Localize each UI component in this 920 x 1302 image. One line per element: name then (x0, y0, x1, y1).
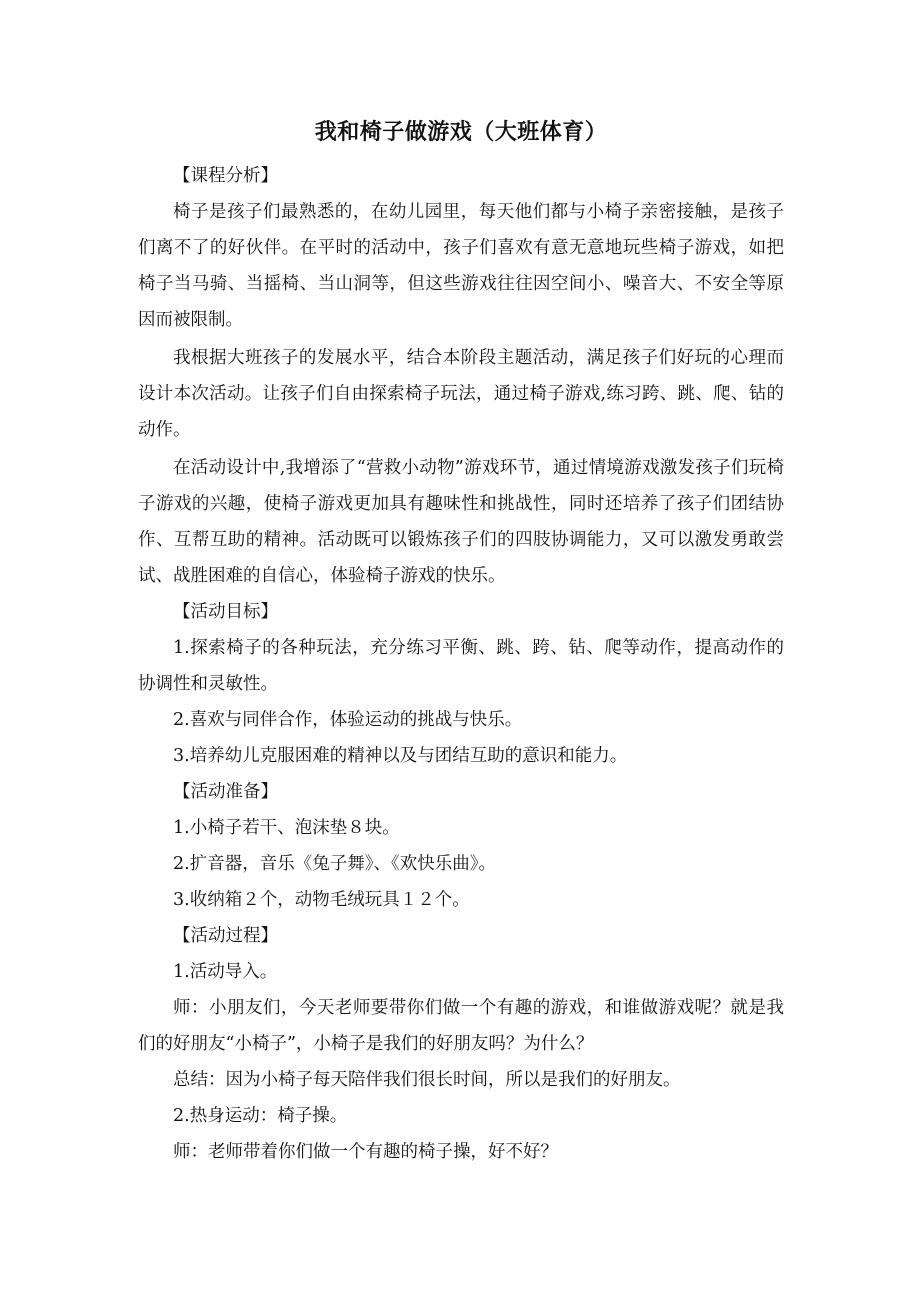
goal-item-1: 1.探索椅子的各种玩法，充分练习平衡、跳、跨、钻、爬等动作，提高动作的协调性和灵敏性。 (138, 638, 784, 694)
prep-item-1: 1.小椅子若干、泡沫垫８块。 (173, 818, 400, 838)
document-title: 我和椅子做游戏（大班体育） (314, 120, 608, 145)
process-step-1-teacher: 师：小朋友们，今天老师要带你们做一个有趣的游戏，和谁做游戏呢？就是我们的好朋友“小椅子”，小椅子是我们的好朋友吗？为什么？ (138, 998, 784, 1054)
prep-item-3: 3.收纳箱２个，动物毛绒玩具１２个。 (173, 890, 470, 910)
section-heading-goals: 【活动目标】 (173, 602, 278, 622)
document-page (138, 118, 784, 1170)
process-step-1: 1.活动导入。 (173, 962, 278, 982)
process-step-2: 2.热身运动：椅子操。 (173, 1106, 348, 1126)
prep-item-2: 2.扩音器，音乐《兔子舞》、《欢快乐曲》。 (173, 854, 496, 874)
goal-item-2: 2.喜欢与同伴合作，体验运动的挑战与快乐。 (173, 710, 523, 730)
process-step-2-teacher: 师：老师带着你们做一个有趣的椅子操，好不好？ (173, 1142, 558, 1162)
section-heading-process: 【活动过程】 (173, 926, 278, 946)
process-step-1-summary: 总结：因为小椅子每天陪伴我们很长时间，所以是我们的好朋友。 (173, 1070, 681, 1090)
analysis-paragraph-2: 我根据大班孩子的发展水平，结合本阶段主题活动，满足孩子们好玩的心理而设计本次活动。让孩子们自由探索椅子玩法，通过椅子游戏,练习跨、跳、爬、钻的动作。 (138, 348, 784, 440)
analysis-paragraph-1: 椅子是孩子们最熟悉的，在幼儿园里，每天他们都与小椅子亲密接触，是孩子们离不了的好伙伴。在平时的活动中，孩子们喜欢有意无意地玩些椅子游戏，如把椅子当马骑、当摇椅、当山洞等，但这些游戏往往因空间小、噪音大、不安全等原因而被限制。 (138, 202, 784, 330)
section-heading-analysis: 【课程分析】 (173, 166, 278, 186)
analysis-paragraph-3: 在活动设计中,我增添了“营救小动物”游戏环节，通过情境游戏激发孩子们玩椅子游戏的兴趣，使椅子游戏更加具有趣味性和挑战性，同时还培养了孩子们团结协作、互帮互助的精神。活动既可以锻炼孩子们的四肢协调能力，又可以激发勇敢尝试、战胜困难的自信心，体验椅子游戏的快乐。 (138, 458, 784, 586)
section-heading-prep: 【活动准备】 (173, 782, 278, 802)
goal-item-3: 3.培养幼儿克服困难的精神以及与团结互助的意识和能力。 (173, 746, 628, 766)
